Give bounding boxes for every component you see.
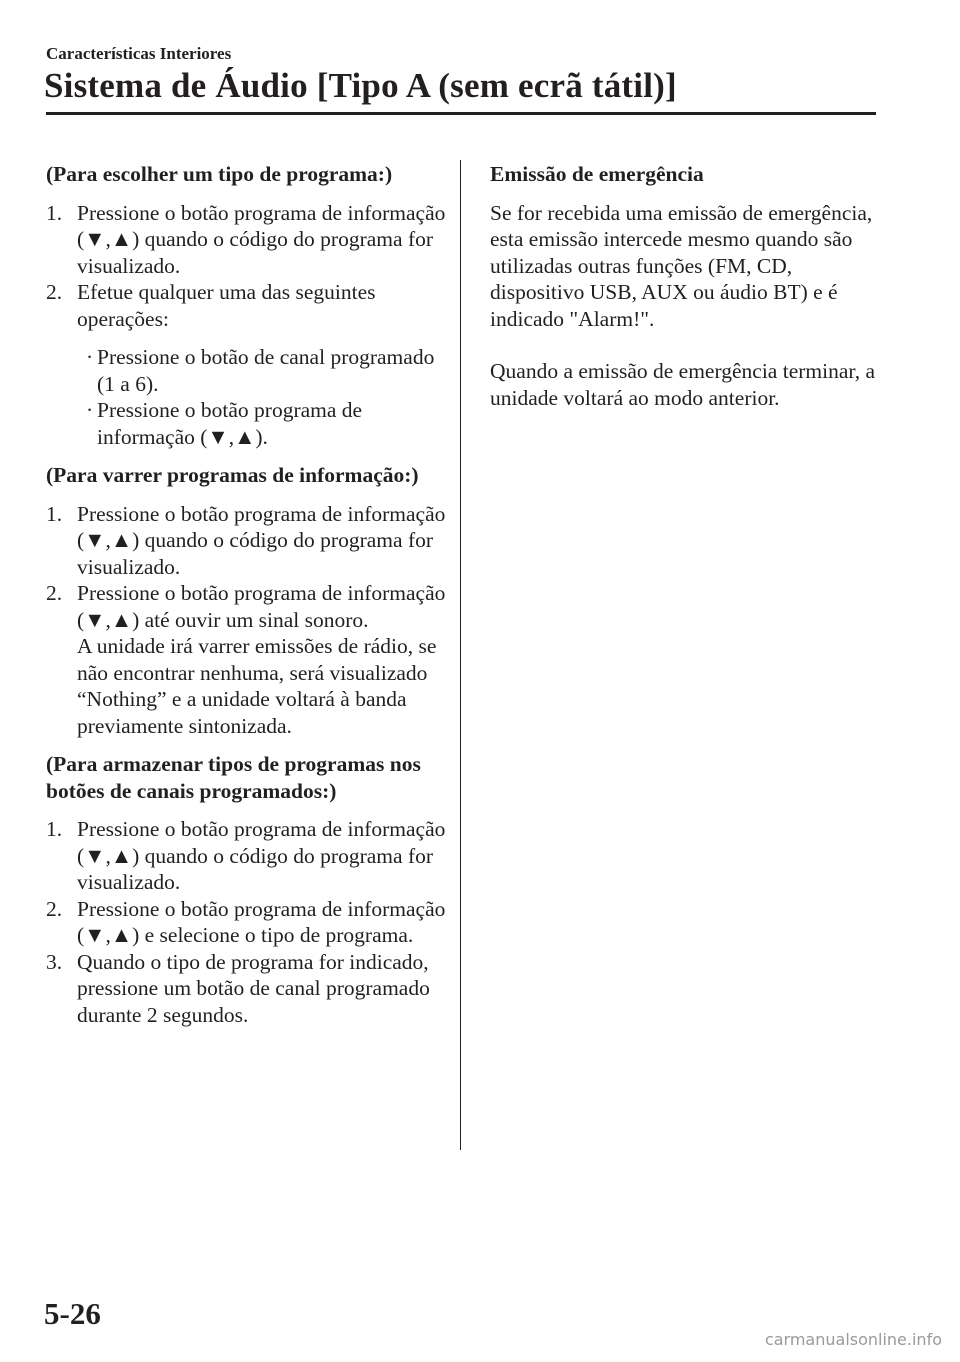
- page-title: Sistema de Áudio [Tipo A (sem ecrã tátil)]: [44, 66, 677, 105]
- chapter-label: Características Interiores: [46, 44, 232, 63]
- step-note: A unidade irá varrer emissões de rádio, se não encontrar nenhuma, será visualizado “Nothing” e a unidade voltará à banda previamente sintonizada.: [77, 634, 437, 738]
- section-heading-emergency-broadcast: Emissão de emergência: [490, 162, 704, 186]
- step-number: 2.: [46, 581, 63, 605]
- left-column: [46, 161, 446, 1040]
- bullet-dot: ·: [86, 398, 94, 422]
- watermark: carmanualsonline.info: [764, 1330, 942, 1349]
- step-number: 2.: [46, 896, 63, 921]
- list-item: [86, 344, 446, 397]
- operation-bullets: [86, 344, 446, 450]
- emergency-paragraph: Se for recebida uma emissão de emergência, esta emissão intercede mesmo quando são utilizadas outras funções (FM, CD, dispositivo USB, AUX ou áudio BT) e é indicado "Alarm!".: [490, 200, 873, 331]
- bullet-text: Pressione o botão programa de informação (▼,▲).: [97, 398, 363, 449]
- step-text: Pressione o botão programa de informação (▼,▲) e selecione o tipo de programa.: [77, 896, 446, 947]
- step-text: Quando o tipo de programa for indicado, pressione um botão de canal programado durante 2 segundos.: [77, 949, 430, 1027]
- section-heading-scan-programs: (Para varrer programas de informação:): [46, 463, 419, 487]
- steps-scan-programs: [46, 501, 446, 740]
- step-text: Pressione o botão programa de informação (▼,▲) quando o código do programa for visualizado.: [77, 200, 446, 278]
- list-item: [46, 501, 446, 581]
- steps-store-program-types: [46, 816, 446, 1028]
- list-item: [46, 580, 446, 739]
- list-item: [46, 896, 446, 949]
- step-number: 3.: [46, 949, 63, 974]
- list-item: [46, 279, 446, 332]
- step-text: Pressione o botão programa de informação (▼,▲) quando o código do programa for visualizado.: [77, 501, 446, 579]
- list-item: [86, 397, 446, 450]
- step-text: Pressione o botão programa de informação (▼,▲) até ouvir um sinal sonoro.: [77, 581, 446, 632]
- steps-choose-program-type: [46, 200, 446, 333]
- step-number: 2.: [46, 280, 63, 304]
- step-text: Efetue qualquer uma das seguintes operações:: [77, 280, 376, 331]
- step-text: Pressione o botão programa de informação (▼,▲) quando o código do programa for visualizado.: [77, 817, 446, 894]
- bullet-dot: ·: [86, 345, 94, 369]
- bullet-text: Pressione o botão de canal programado (1 a 6).: [97, 345, 435, 396]
- emergency-end-paragraph: Quando a emissão de emergência terminar, a unidade voltará ao modo anterior.: [490, 359, 875, 410]
- step-number: 1.: [46, 501, 63, 526]
- step-number: 1.: [46, 817, 63, 841]
- section-heading-store-program-types: (Para armazenar tipos de programas nos botões de canais programados:): [46, 752, 421, 803]
- step-text-group: [77, 580, 446, 739]
- list-item: [46, 816, 446, 896]
- column-divider: [460, 160, 461, 1150]
- right-column: [490, 161, 890, 411]
- page-number: 5-26: [44, 1296, 101, 1331]
- title-rule: [46, 112, 876, 115]
- list-item: [46, 200, 446, 280]
- step-number: 1.: [46, 200, 63, 225]
- list-item: [46, 949, 446, 1029]
- section-heading-choose-program-type: (Para escolher um tipo de programa:): [46, 162, 393, 186]
